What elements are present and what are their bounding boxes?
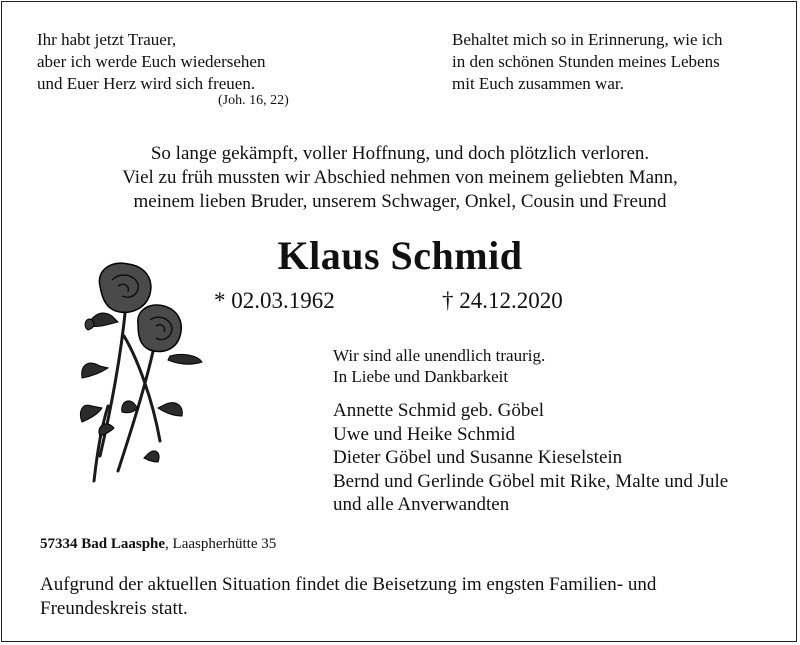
intro-line: So lange gekämpft, voller Hoffnung, und doch plötzlich verloren. (150, 143, 650, 164)
notice-line: Freundeskreis statt. (40, 598, 188, 619)
poem-line: mit Euch zusammen war. (452, 74, 624, 93)
rose-icon (78, 256, 208, 491)
notice-line: Aufgrund der aktuellen Situation findet die Beisetzung im engsten Familien- und (40, 574, 657, 595)
funeral-notice (40, 573, 656, 621)
mourning-line: Wir sind alle unendlich traurig. (333, 346, 546, 365)
death-date: † 24.12.2020 (442, 288, 563, 313)
poem-line: aber ich werde Euch wiedersehen (37, 52, 266, 71)
poem-source: (Joh. 16, 22) (218, 93, 289, 108)
poem-line: Behaltet mich so in Erinnerung, wie ich (452, 30, 723, 49)
mourner: Uwe und Heike Schmid (333, 423, 516, 445)
birth-date: * 02.03.1962 (214, 288, 335, 313)
poem-line: in den schönen Stunden meines Lebens (452, 52, 720, 71)
mourner: Dieter Göbel und Susanne Kieselstein (333, 447, 623, 468)
mourner: Bernd und Gerlinde Göbel mit Rike, Malte und Jule (333, 470, 729, 492)
mourning-text (333, 345, 545, 387)
address-separator: , (165, 536, 173, 552)
mourning-line: In Liebe und Dankbarkeit (333, 367, 509, 386)
poem-line: und Euer Herz wird sich freuen. (37, 74, 256, 93)
deceased-name: Klaus Schmid (277, 233, 523, 278)
mourner: Annette Schmid geb. Göbel (333, 400, 545, 421)
intro-text (0, 142, 800, 214)
mourners-list (333, 399, 728, 517)
poem-right (452, 29, 723, 95)
address (40, 536, 276, 553)
address-city: 57334 Bad Laasphe (40, 536, 166, 552)
address-street: Laaspherhütte 35 (172, 536, 277, 552)
intro-line: Viel zu früh mussten wir Abschied nehmen von meinem geliebten Mann, (122, 167, 678, 188)
mourner: und alle Anverwandten (333, 494, 510, 515)
poem-left (37, 29, 265, 95)
intro-line: meinem lieben Bruder, unserem Schwager, Onkel, Cousin und Freund (133, 191, 667, 212)
poem-line: Ihr habt jetzt Trauer, (37, 30, 177, 49)
